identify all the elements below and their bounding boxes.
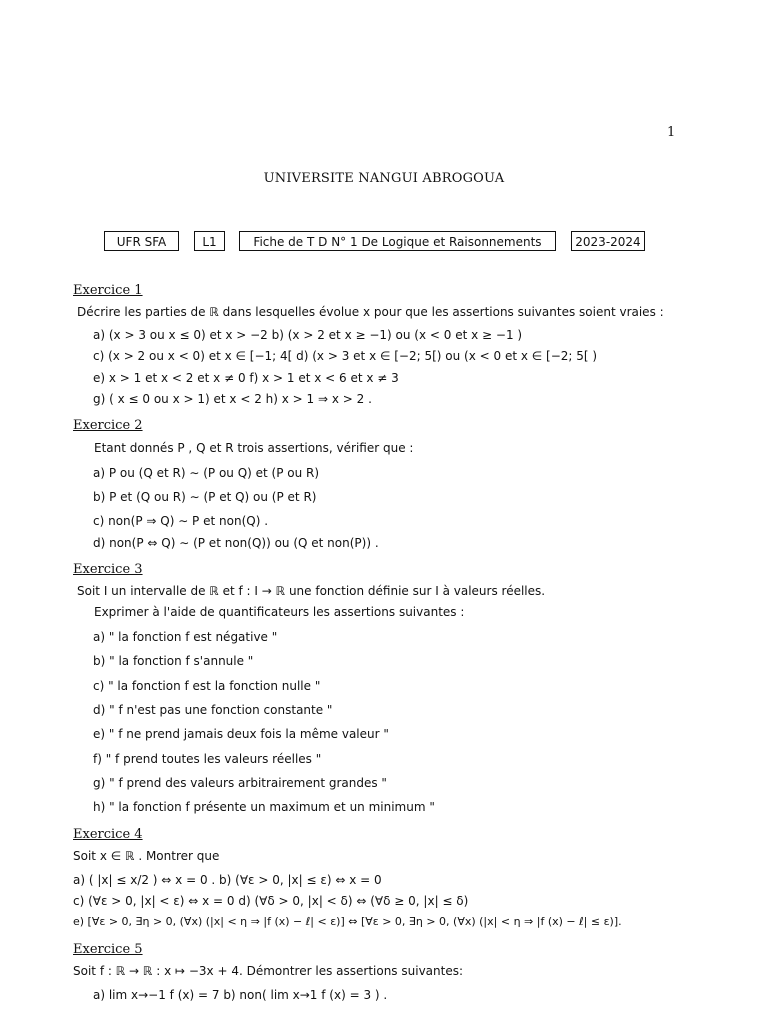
exercise-3-item: h) " la fonction f présente un maximum et un minimum " (93, 800, 435, 814)
exercise-1-item: a) (x > 3 ou x ≤ 0) et x > −2 b) (x > 2 et x ≥ −1) ou (x < 0 et x ≥ −1 ) (93, 328, 523, 342)
exercise-5-item: a) lim x→−1 f (x) = 7 b) non( lim x→1 f (x) = 3 ) . (93, 988, 388, 1002)
exercise-1-title: Exercice 1 (73, 283, 143, 298)
exercise-2-item: a) P ou (Q et R) ∼ (P ou Q) et (P ou R) (93, 466, 320, 480)
exercise-1-item: g) ( x ≤ 0 ou x > 1) et x < 2 h) x > 1 ⇒ x > 2 . (93, 392, 372, 406)
header-box-level: L1 (194, 231, 225, 251)
exercise-3-item: f) " f prend toutes les valeurs réelles " (93, 752, 322, 766)
page-number: 1 (667, 125, 676, 140)
exercise-2-title: Exercice 2 (73, 418, 143, 433)
exercise-2-item: d) non(P ⇔ Q) ∼ (P et non(Q)) ou (Q et non(P)) . (93, 536, 379, 550)
exercise-3-title: Exercice 3 (73, 562, 143, 577)
exercise-5-statement: Soit f : ℝ → ℝ : x ↦ −3x + 4. Démontrer les assertions suivantes: (73, 964, 464, 978)
exercise-4-statement: Soit x ∈ ℝ . Montrer que (73, 849, 220, 863)
header-box-ufr: UFR SFA (104, 231, 179, 251)
exercise-3-item: g) " f prend des valeurs arbitrairement grandes " (93, 776, 387, 790)
exercise-3-item: a) " la fonction f est négative " (93, 630, 278, 644)
exercise-1-item: c) (x > 2 ou x < 0) et x ∈ [−1; 4[ d) (x > 3 et x ∈ [−2; 5[) ou (x < 0 et x ∈ [−2; 5[ ) (93, 349, 598, 363)
exercise-3-item: b) " la fonction f s'annule " (93, 654, 254, 668)
exercise-3-item: c) " la fonction f est la fonction nulle " (93, 679, 321, 693)
exercise-3-item: d) " f n'est pas une fonction constante " (93, 703, 333, 717)
header-box-year: 2023-2024 (571, 231, 645, 251)
exercise-2-statement: Etant donnés P , Q et R trois assertions, vérifier que : (94, 441, 414, 455)
exercise-4-item: a) ( |x| ≤ x/2 ) ⇔ x = 0 . b) (∀ε > 0, |x| ≤ ε) ⇔ x = 0 (73, 873, 382, 887)
exercise-3-item: e) " f ne prend jamais deux fois la même valeur " (93, 727, 389, 741)
exercise-2-item: b) P et (Q ou R) ∼ (P et Q) ou (P et R) (93, 490, 317, 504)
exercise-4-title: Exercice 4 (73, 827, 143, 842)
exercise-4-item: c) (∀ε > 0, |x| < ε) ⇔ x = 0 d) (∀δ > 0, |x| < δ) ⇔ (∀δ ≥ 0, |x| ≤ δ) (73, 894, 469, 908)
exercise-3-statement: Soit I un intervalle de ℝ et f : I → ℝ une fonction définie sur I à valeurs réelles. (77, 584, 546, 598)
header-box-title: Fiche de T D N° 1 De Logique et Raisonnements (239, 231, 556, 251)
exercise-1-statement: Décrire les parties de ℝ dans lesquelles évolue x pour que les assertions suivantes soient vraies : (77, 305, 664, 319)
exercise-2-item: c) non(P ⇒ Q) ∼ P et non(Q) . (93, 514, 269, 528)
university-name: UNIVERSITE NANGUI ABROGOUA (263, 171, 505, 186)
exercise-3-instruction: Exprimer à l'aide de quantificateurs les assertions suivantes : (94, 605, 465, 619)
exercise-1-item: e) x > 1 et x < 2 et x ≠ 0 f) x > 1 et x < 6 et x ≠ 3 (93, 371, 399, 385)
exercise-5-title: Exercice 5 (73, 942, 143, 957)
exercise-4-item: e) [∀ε > 0, ∃η > 0, (∀x) (|x| < η ⇒ |f (x) − ℓ| < ε)] ⇔ [∀ε > 0, ∃η > 0, (∀x) (|x| < η ⇒ |f (x) − ℓ| ≤ ε)]. (73, 915, 622, 928)
header-boxes (0, 231, 768, 253)
